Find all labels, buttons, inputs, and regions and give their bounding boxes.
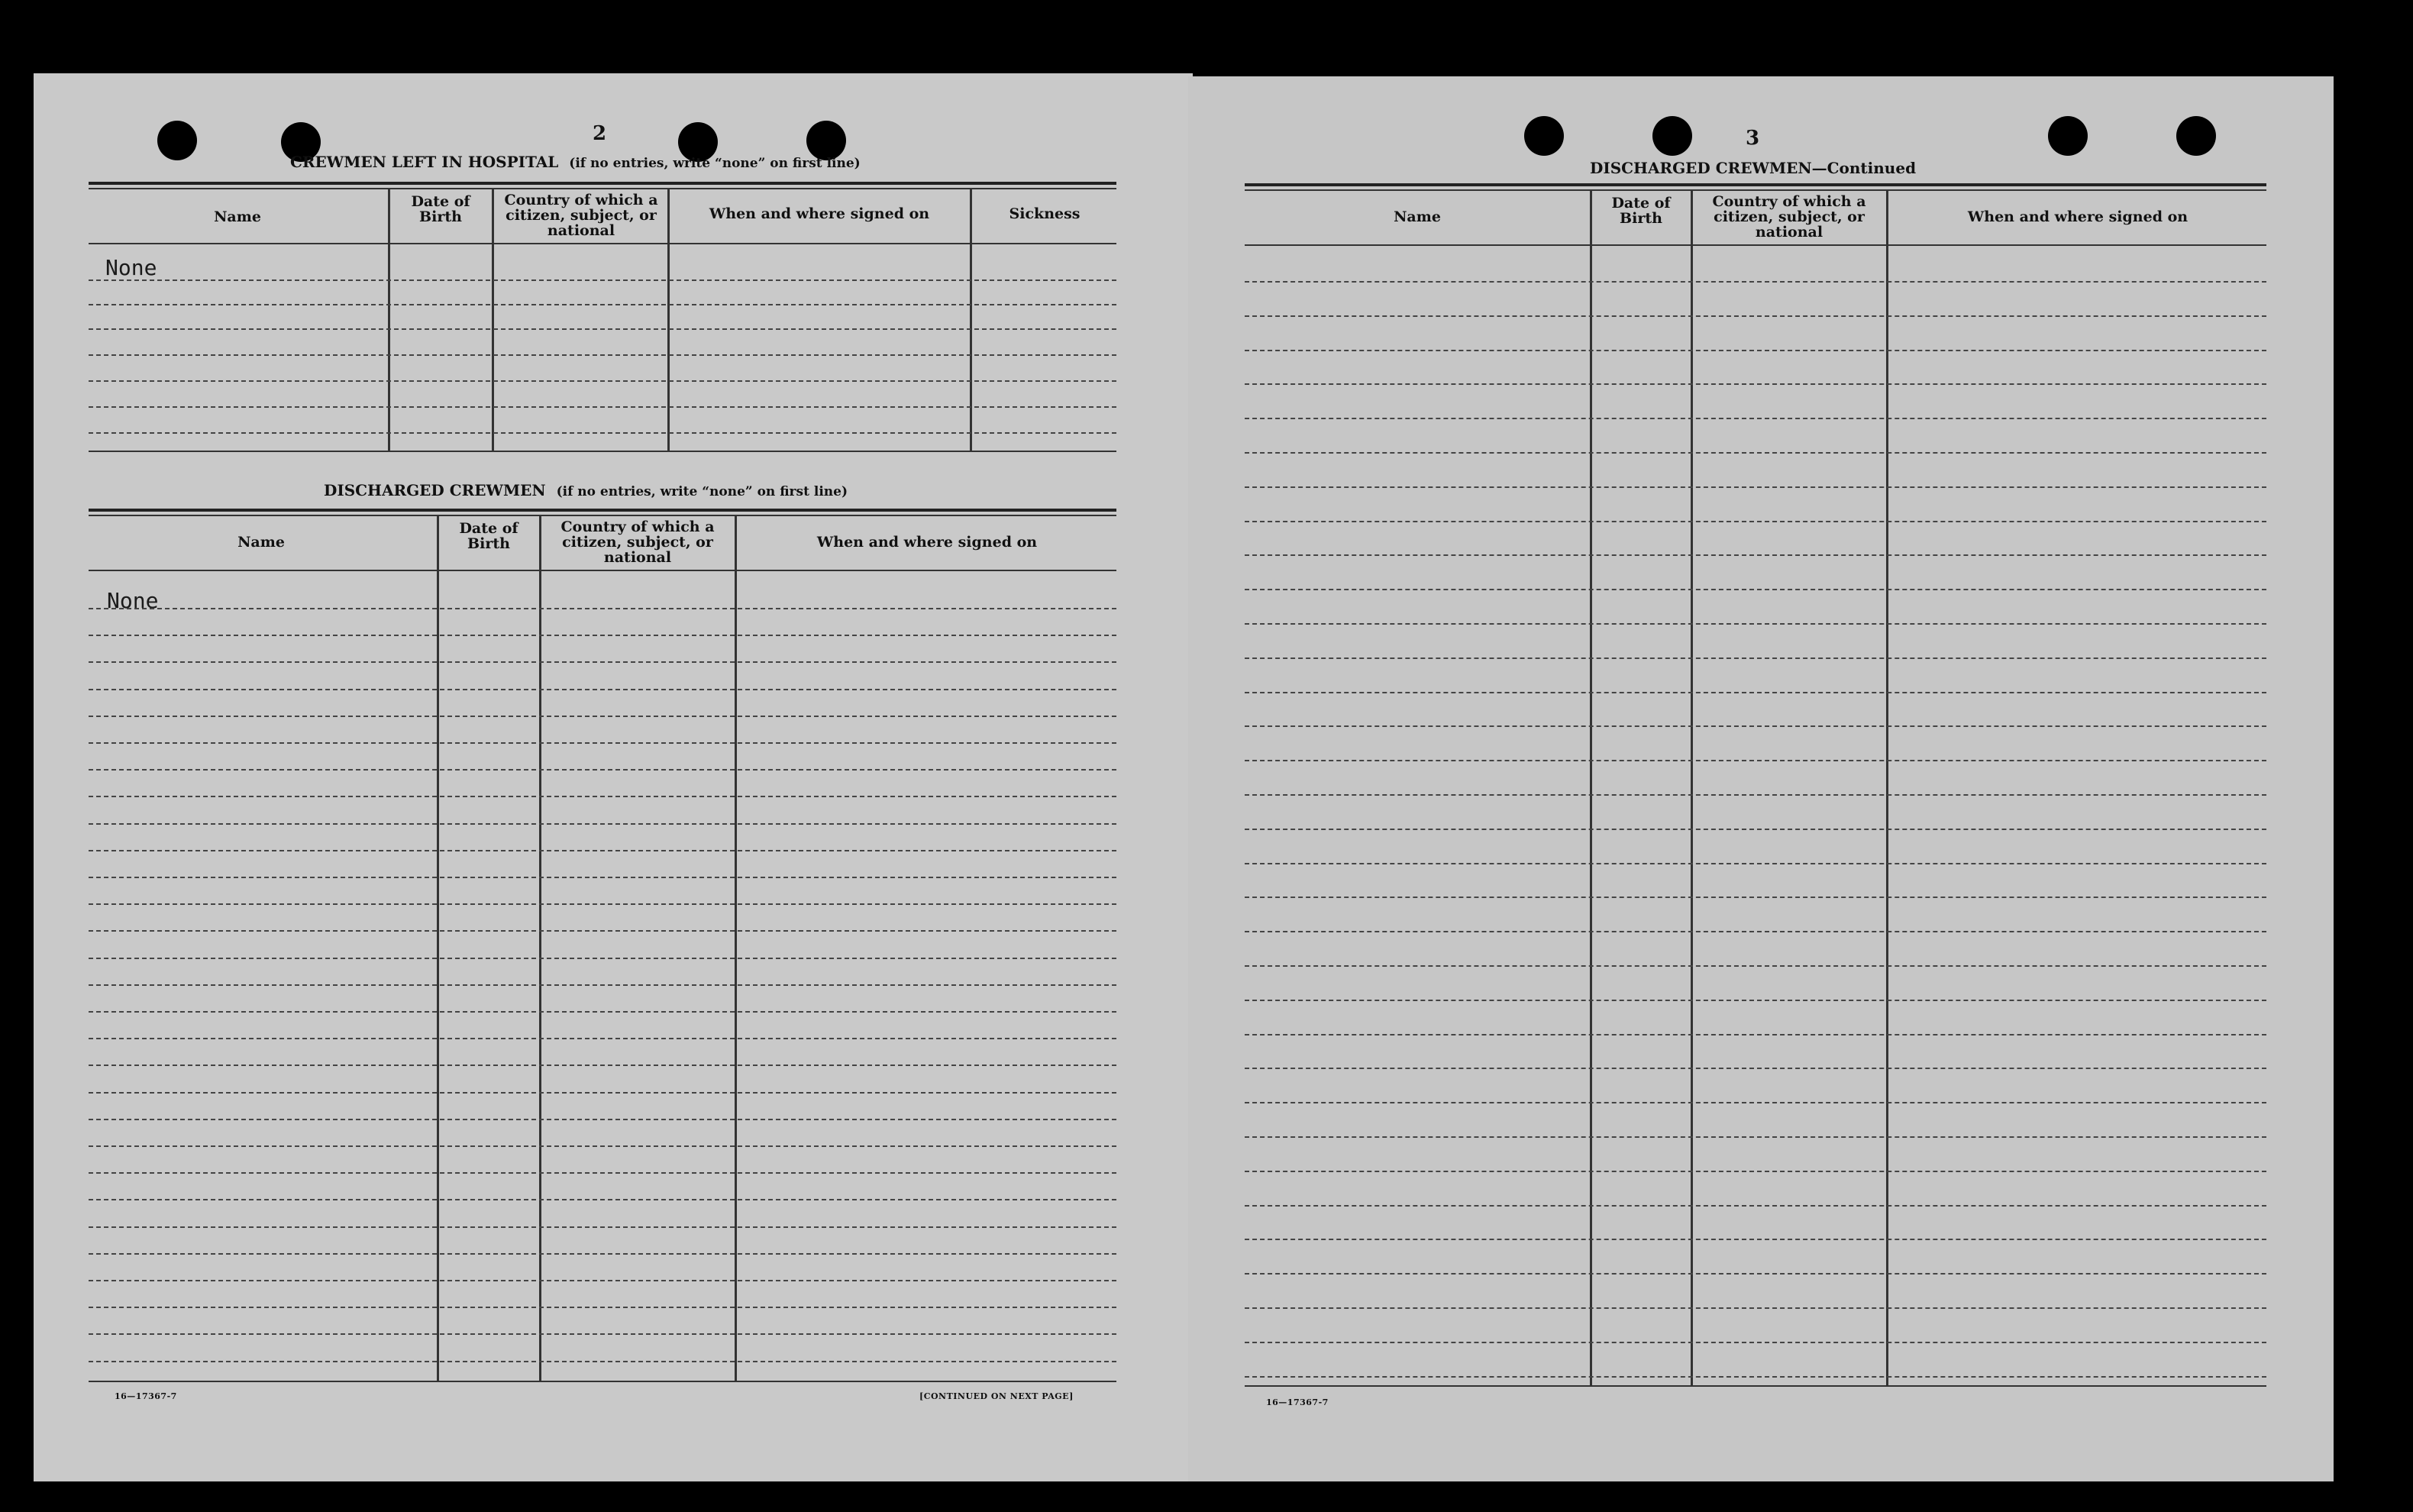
entry-line: [1245, 1307, 2266, 1309]
entry-line: [89, 930, 1116, 932]
column-divider: [667, 188, 670, 451]
punch-hole: [2176, 116, 2216, 156]
entry-line: [89, 1333, 1116, 1335]
column-divider: [492, 188, 494, 451]
column-header-country: Country of which a citizen, subject, or national: [560, 519, 715, 566]
entry-line: [1245, 350, 2266, 351]
entry-line: [1245, 897, 2266, 898]
entry-line: [1245, 965, 2266, 967]
entry-line: [89, 304, 1116, 305]
column-header-signed-on: When and where signed on: [709, 205, 930, 222]
table-top-rule: [1245, 183, 2266, 186]
form-number: 16—17367-7: [1266, 1397, 1329, 1407]
continued-note: [CONTINUED ON NEXT PAGE]: [919, 1391, 1074, 1401]
column-header-country: Country of which a citizen, subject, or national: [504, 192, 658, 239]
table-bottom-rule: [89, 451, 1116, 452]
entry-line: [1245, 1171, 2266, 1172]
column-divider: [437, 515, 439, 1382]
entry-line: [89, 328, 1116, 330]
column-divider: [1691, 189, 1693, 1387]
column-header-signed-on: When and where signed on: [1967, 208, 2188, 225]
entry-line: [89, 796, 1116, 797]
punch-hole: [1652, 116, 1692, 156]
column-header-date-of-birth: Date of Birth: [411, 193, 470, 225]
entry-line: [1245, 1000, 2266, 1001]
entry-line: [89, 354, 1116, 356]
right-page: [1188, 76, 2334, 1481]
entry-line: [1245, 1205, 2266, 1207]
entry-line: [1245, 315, 2266, 317]
column-divider: [1886, 189, 1888, 1387]
entry-line: [1245, 760, 2266, 761]
entry-line: [1245, 863, 2266, 864]
entry-line: [89, 769, 1116, 771]
entry-line: [89, 716, 1116, 717]
entry-line: [89, 380, 1116, 382]
entry-line: [89, 1280, 1116, 1281]
entry-line: [1245, 794, 2266, 796]
entry-line: [1245, 418, 2266, 419]
header-bottom-rule: [1245, 244, 2266, 246]
table-top-rule: [89, 188, 1116, 189]
entry-line: [89, 1065, 1116, 1066]
entry-line: [1245, 1239, 2266, 1240]
entry-line: [89, 1172, 1116, 1174]
page-number: 2: [593, 122, 607, 145]
entry-line: [89, 877, 1116, 878]
discharged-continued-title: DISCHARGED CREWMEN—Continued: [1590, 159, 1917, 177]
entry-line: [1245, 725, 2266, 727]
punch-hole: [157, 121, 197, 160]
entry-line: [1245, 486, 2266, 488]
column-header-name: Name: [1394, 208, 1441, 225]
column-divider: [539, 515, 541, 1382]
entry-line: [89, 1119, 1116, 1120]
column-divider: [970, 188, 972, 451]
entry-line: [1245, 1136, 2266, 1138]
table-top-rule: [89, 515, 1116, 516]
entry-line: [1245, 1034, 2266, 1035]
entry-line: [1245, 1068, 2266, 1069]
entry-line: [1245, 383, 2266, 385]
entry-line: [1245, 692, 2266, 693]
column-header-signed-on: When and where signed on: [816, 534, 1038, 551]
entry-line: [1245, 589, 2266, 590]
entry-line: [89, 1307, 1116, 1308]
entry-line: [89, 903, 1116, 905]
entry-line: [89, 1253, 1116, 1255]
table-top-rule: [89, 509, 1116, 512]
table-top-rule: [1245, 189, 2266, 191]
entry-line: [1245, 829, 2266, 830]
table-bottom-rule: [1245, 1385, 2266, 1387]
entry-line: [89, 1038, 1116, 1039]
column-header-country: Country of which a citizen, subject, or national: [1712, 193, 1866, 241]
column-header-name: Name: [237, 534, 285, 551]
form-number: 16—17367-7: [115, 1391, 177, 1401]
discharged-entry: None: [107, 588, 159, 613]
entry-line: [89, 689, 1116, 690]
column-header-name: Name: [214, 208, 261, 225]
entry-line: [89, 1199, 1116, 1200]
entry-line: [89, 279, 1116, 281]
entry-line: [89, 850, 1116, 851]
column-divider: [735, 515, 737, 1382]
entry-line: [1245, 1376, 2266, 1378]
entry-line: [1245, 1342, 2266, 1343]
entry-line: [89, 742, 1116, 744]
entry-line: [89, 1145, 1116, 1147]
entry-line: [89, 1092, 1116, 1094]
punch-hole: [2048, 116, 2088, 156]
entry-line: [1245, 554, 2266, 556]
column-divider: [388, 188, 390, 451]
entry-line: [89, 984, 1116, 986]
column-header-date-of-birth: Date of Birth: [459, 520, 518, 552]
entry-line: [1245, 1102, 2266, 1103]
hospital-entry: None: [105, 255, 157, 280]
entry-line: [89, 406, 1116, 408]
entry-line: [89, 823, 1116, 825]
column-divider: [1590, 189, 1592, 1387]
entry-line: [1245, 657, 2266, 659]
entry-line: [89, 635, 1116, 636]
column-header-sickness: Sickness: [1009, 205, 1081, 222]
header-bottom-rule: [89, 243, 1116, 244]
entry-line: [1245, 452, 2266, 454]
discharged-section-title: DISCHARGED CREWMEN (if no entries, write “none” on first line): [324, 481, 848, 499]
left-page: [34, 73, 1193, 1481]
entry-line: [89, 958, 1116, 959]
table-bottom-rule: [89, 1381, 1116, 1382]
entry-line: [1245, 623, 2266, 625]
column-header-date-of-birth: Date of Birth: [1611, 195, 1671, 227]
entry-line: [89, 1011, 1116, 1013]
entry-line: [89, 432, 1116, 434]
page-number: 3: [1746, 127, 1760, 150]
entry-line: [89, 1361, 1116, 1362]
entry-line: [89, 1226, 1116, 1228]
entry-line: [89, 608, 1116, 609]
hospital-section-title: CREWMEN LEFT IN HOSPITAL (if no entries, write “none” on first line): [290, 153, 861, 171]
entry-line: [1245, 1273, 2266, 1275]
entry-line: [1245, 931, 2266, 932]
entry-line: [89, 661, 1116, 663]
entry-line: [1245, 521, 2266, 522]
table-top-rule: [89, 182, 1116, 185]
punch-hole: [1524, 116, 1564, 156]
entry-line: [1245, 281, 2266, 283]
header-bottom-rule: [89, 570, 1116, 571]
